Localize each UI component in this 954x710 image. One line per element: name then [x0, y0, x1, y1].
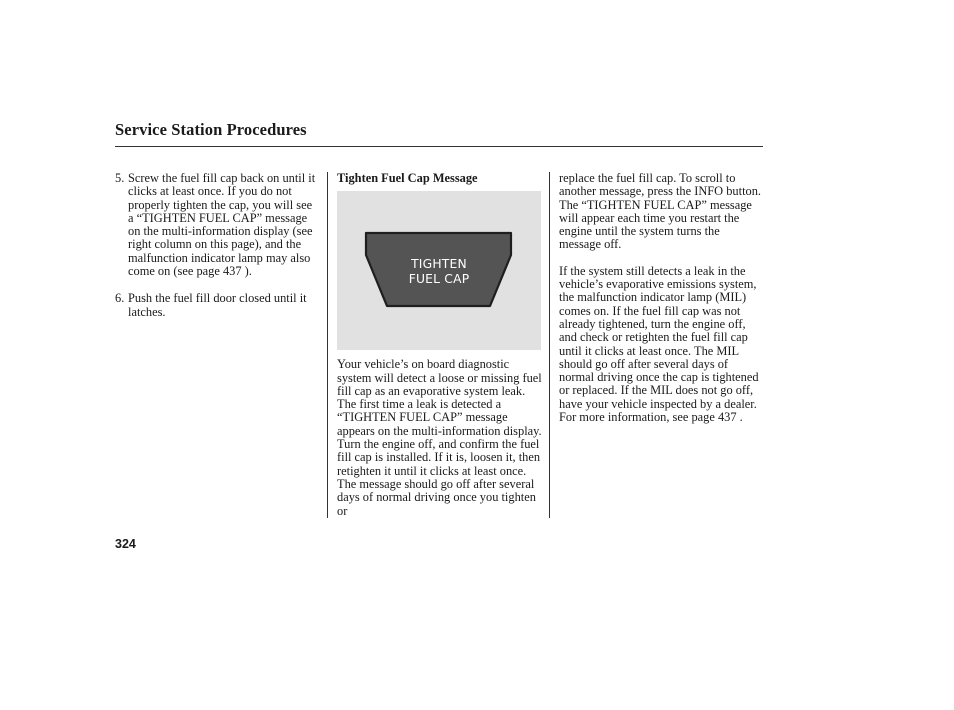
display-message-line-1: TIGHTEN	[411, 257, 467, 272]
multi-information-display-illustration	[337, 191, 541, 350]
section-heading: Tighten Fuel Cap Message	[337, 171, 478, 185]
column-divider	[549, 172, 550, 518]
page-number: 324	[115, 537, 136, 551]
paragraph: If the system still detects a leak in the vehicle’s evaporative emissions system, the malfunction indicator lamp (MIL) comes on. If the fuel fill cap was not already tightened, turn the engine off, and check or retighten the fuel fill cap until it clicks at least once. The MIL should go off after several days of normal driving once the cap is tightened or replaced. If the MIL does not go off, have your vehicle inspected by a dealer. For more information, see page 437 .	[559, 263, 759, 425]
step-text: Push the fuel fill door closed until it latches.	[128, 291, 307, 319]
paragraph: Your vehicle’s on board diagnostic system will detect a loose or missing fuel fill cap as an evaporative system leak. The first time a leak is detected a “TIGHTEN FUEL CAP” message appears on the multi-information display. Turn the engine off, and confirm the fuel fill cap is installed. If it is, loosen it, then retighten it until it clicks at least once. The message should go off after several days of normal driving once you tighten or	[337, 357, 542, 518]
step-item	[115, 292, 320, 319]
display-message-line-2: FUEL CAP	[408, 272, 470, 287]
title-rule	[115, 146, 763, 147]
step-item	[115, 172, 320, 278]
step-number: 6.	[115, 291, 125, 306]
step-number: 5.	[115, 171, 125, 185]
right-column	[559, 172, 763, 437]
page-title: Service Station Procedures	[115, 120, 307, 139]
middle-column	[337, 172, 544, 531]
step-text: Screw the fuel fill cap back on until it clicks at least once. If you do not properly tighten the cap, you will see a “TIGHTEN FUEL CAP” message on the multi-information display (see right column on this page), and the malfunction indicator lamp may also come on (see page 437 ).	[128, 171, 316, 279]
column-divider	[327, 172, 328, 518]
left-column	[115, 172, 320, 333]
paragraph: replace the fuel fill cap. To scroll to another message, press the INFO button. The “TIGHTEN FUEL CAP” message will appear each time you restart the engine until the system turns the message off.	[559, 171, 761, 252]
